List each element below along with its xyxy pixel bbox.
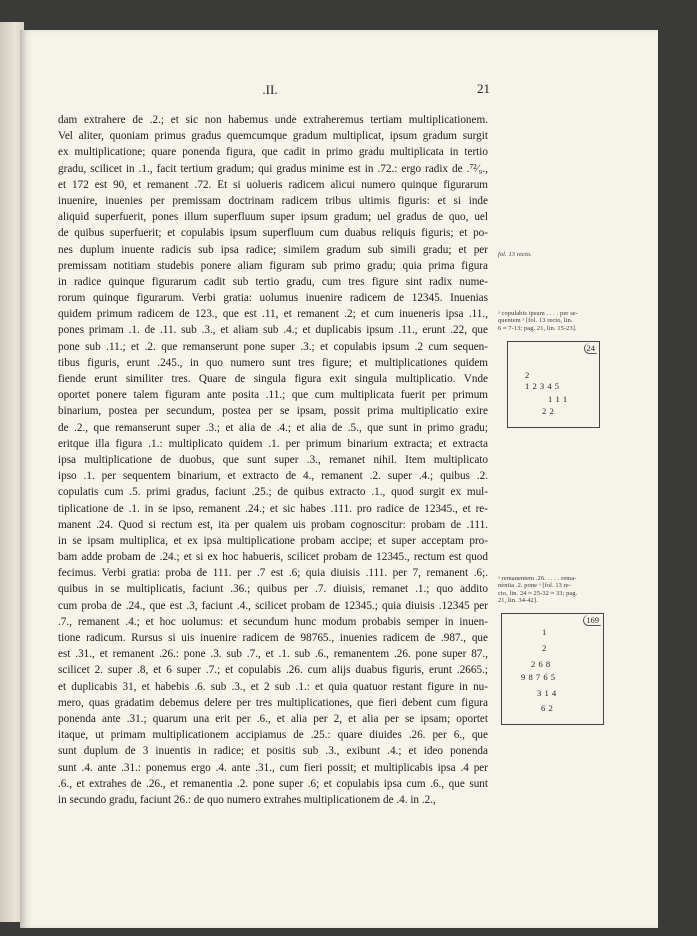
- text-line: sunt duplum de 3 inuentis in radice; et positis sub .3., exibunt .4.; et ideo ponenda: [58, 745, 488, 758]
- diagram-row: 2: [542, 643, 547, 653]
- text-line: .7., remanent .4.; et hoc uolumus: et secundum hunc modum probabis semper in inuen-: [58, 615, 488, 628]
- text-line: in secundo gradu, faciunt 26.: de quo numero extrahes multiplicationem de .4. in .2.,: [58, 793, 436, 806]
- root-diagram-98765: [501, 613, 604, 725]
- text-line: manent .24. Quod si rectum est, ita per qualem uis probam cognoscitur: probam de .111.: [58, 518, 488, 531]
- text-line: copulatis cum .5. primi gradus, faciunt .25.; de quibus extracto .1., quod surgit ex mul-: [58, 486, 488, 499]
- text-line: in radice quinque figurarum cadit sub tertio gradu, cum tres figure sint radix nume-: [58, 275, 488, 288]
- diagram-folio-number: 169: [583, 615, 601, 626]
- margin-note-remanentem: [498, 575, 606, 605]
- diagram-row: 1 1 1: [548, 394, 568, 404]
- diagram-row: 1 2 3 4 5: [525, 381, 560, 391]
- diagram-row: 3 1 4: [537, 688, 557, 698]
- margin-note-line: 21, lin. 34-42].: [498, 597, 538, 605]
- text-line: oportet ponere talem figuram ante posita .11.; que cum multiplicata fuerit per primum: [58, 389, 488, 402]
- text-line: pones primam .1. de .11. sub .3., et aliam sub .4.; et duplicabis ipsum .11., erunt .22, que: [58, 324, 488, 337]
- text-line: tione radicum. Rursus si uis inuenire radicem de 98765., inuenies radicem de .987., que: [58, 632, 488, 644]
- text-line: est .31., et remanent .26.: pone .3. sub .7., et .1. sub .6., remanentem .26. pone super 87.,: [58, 648, 488, 661]
- text-line: binarium, postea per secundum, postea per se ipsam, possit prima multiplicatio exire: [58, 405, 488, 418]
- diagram-row: 6 2: [541, 703, 554, 713]
- text-line: ex multiplicatione; quare ponenda figura, que cadit in primo gradu multiplicata in tertio: [58, 146, 488, 159]
- text-line: ipso .1. per sequentem binarium, et extracto de 4., remanent .2. super .4.; quibus .2.: [58, 470, 488, 483]
- text-line: sunt .4. ante .31.: ponemus ergo .4. ante .31., cum fieri possit; et multiplicabis ipsa .4 per: [58, 761, 488, 774]
- text-line: de .2., que remanserunt super .3.; et alia de .4.; et alia de .5., que sunt in primo gradu;: [58, 421, 488, 434]
- margin-note-line: nentia .2. pone ᵃ [fol. 13 re-: [498, 582, 572, 590]
- text-line: mero, quas gradatim debemus delere per tres multiplicationes, que fieri debent cum figura: [58, 696, 488, 709]
- text-line: et duplicabis 31, et habebis .6. sub .3., et 2 sub .1.: et quia quatuor restant figure in nu-: [58, 680, 488, 693]
- text-line: aliquid superfuerit, pones illum superfluum super ipsum gradum; uel gradus de quo, uel: [58, 211, 488, 224]
- text-line: Vel aliter, quoniam primus gradus quemcumque gradum multiplicat, ipsum gradum surgit: [58, 130, 488, 143]
- text-line: et 172 est 90, et remanent .72. Et si uolueris radicem alicui numero quinque figurarum: [58, 178, 488, 191]
- text-line: tiplicatione de .1. in se ipso, remanent .24.; et sic habes .111. pro radice de 12345., et re-: [58, 502, 488, 515]
- root-diagram-12345: [507, 341, 600, 428]
- text-line: quidem primum radicem de 123., que est .11, et remanent .2; et cum inueneris ipsa .11.,: [58, 308, 488, 321]
- text-line: quibus in se multiplicatis, faciunt .36.; quibus per .7. diuisis, remanet .1.; quo addito: [58, 583, 488, 596]
- section-header: .II.: [262, 82, 278, 97]
- text-line: eritque illa figura .1.: multiplicato quidem .1. per primum binarium extracta; et extracta: [58, 437, 488, 450]
- text-line: scilicet 2. super .8, et 6 super .7.; et copulabis .26. cum alijs duabus figuris, erunt .2665.;: [58, 664, 488, 677]
- diagram-row: 2 6 8: [531, 659, 551, 669]
- text-line: fiende erunt similiter tres. Quare de singula figura exit singula multiplicatio. Vnde: [58, 373, 488, 385]
- margin-note-line: ᵃ remanentem .26. . . . . rema-: [498, 575, 577, 582]
- text-line: .6., et extrahes de .26., et remanentia .2. pone super .6; et copulabis ipsa cum .6., que sunt: [58, 777, 488, 790]
- text-line: fecimus. Verbi gratia: proba de 111. per .7 est .6; quia diuisis .111. per 7, remanent .6;.: [58, 567, 488, 580]
- text-line: premissam notitiam studebis ponere aliam figuram sub primo gradu; quia prima figura: [58, 259, 488, 272]
- main-text-block: [58, 112, 488, 808]
- text-line: inuenire, inuenies per premissam doctrinam radicem tribus ultimis figuris: et si inde: [58, 194, 488, 207]
- page-number: 21: [477, 81, 490, 96]
- text-line: gradu, scilicet in .1., facit tertium gradum; qui gradus minime est in .72.: ergo radix de .⁷²⁄₉.,: [58, 162, 488, 175]
- diagram-folio-number: 24: [584, 343, 598, 354]
- text-line: tibus figuris, erunt .245., in quo numero sunt tres figure; et multiplicationes quidem: [58, 356, 488, 369]
- margin-note-copulabis: [498, 310, 606, 332]
- margin-note-line: ᵃ copulabis ipsum . . . . per se-: [498, 310, 578, 317]
- text-line: de quibus superfuerit; et copulabis ipsum superfluum cum duabus reliquis figuris; et po-: [58, 227, 488, 240]
- text-line: dam extrahere de .2.; et sic non habemus unde extraheremus tertiam multiplicationem.: [58, 114, 488, 126]
- diagram-row: 2 2: [542, 406, 555, 416]
- diagram-row: 9 8 7 6 5: [521, 672, 556, 682]
- text-line: pone sub .11.; et .2. que remanserunt pone super .3.; et copulabis ipsum .2 cum sequen-: [58, 340, 488, 353]
- text-line: bam adde probam de .24.; et si ex hoc habueris, scilicet probam de 12345., rectum est quod: [58, 551, 488, 564]
- margin-note-folio: fol. 13 recto.: [498, 251, 532, 258]
- text-line: itaque, ut primam multiplicationem accipiamus de .25.: quare diuides .26. per 6., que: [58, 729, 488, 742]
- text-line: cum proba de .24., que est .3, faciunt .4., scilicet probam de 12345.; quia diuisis .12345 per: [58, 599, 488, 612]
- diagram-row: 1: [542, 627, 547, 637]
- text-line: in se ipsam multiplica, et ex ipsa multiplicatione probam accipe; et super acceptam pro-: [58, 534, 488, 547]
- margin-note-line: quentem ᵃ [fol. 13 recto, lin.: [498, 317, 573, 325]
- text-line: ipsa multiplicatione de duobus, que sunt super .3., remanet nihil. Item multiplicato: [58, 453, 488, 466]
- text-line: nes duplum inuente radicis sub ipsa radice; similem gradum sub simili gradu; et per: [58, 243, 488, 256]
- margin-note-line: 6 ≈ 7-13; pag. 21, lin. 15-23].: [498, 324, 577, 332]
- diagram-row: 2: [525, 370, 530, 380]
- margin-note-line: cto, lin. 24 ≈ 25-32 ≈ 33; pag.: [498, 589, 578, 597]
- text-line: rorum quinque figurarum. Verbi gratia: uolumus inuenire radicem de 12345. Inuenias: [58, 292, 488, 305]
- text-line: ponenda ante .31.; quarum una erit per .6., et alia per 2, et alia per se ipsam; oportet: [58, 712, 488, 725]
